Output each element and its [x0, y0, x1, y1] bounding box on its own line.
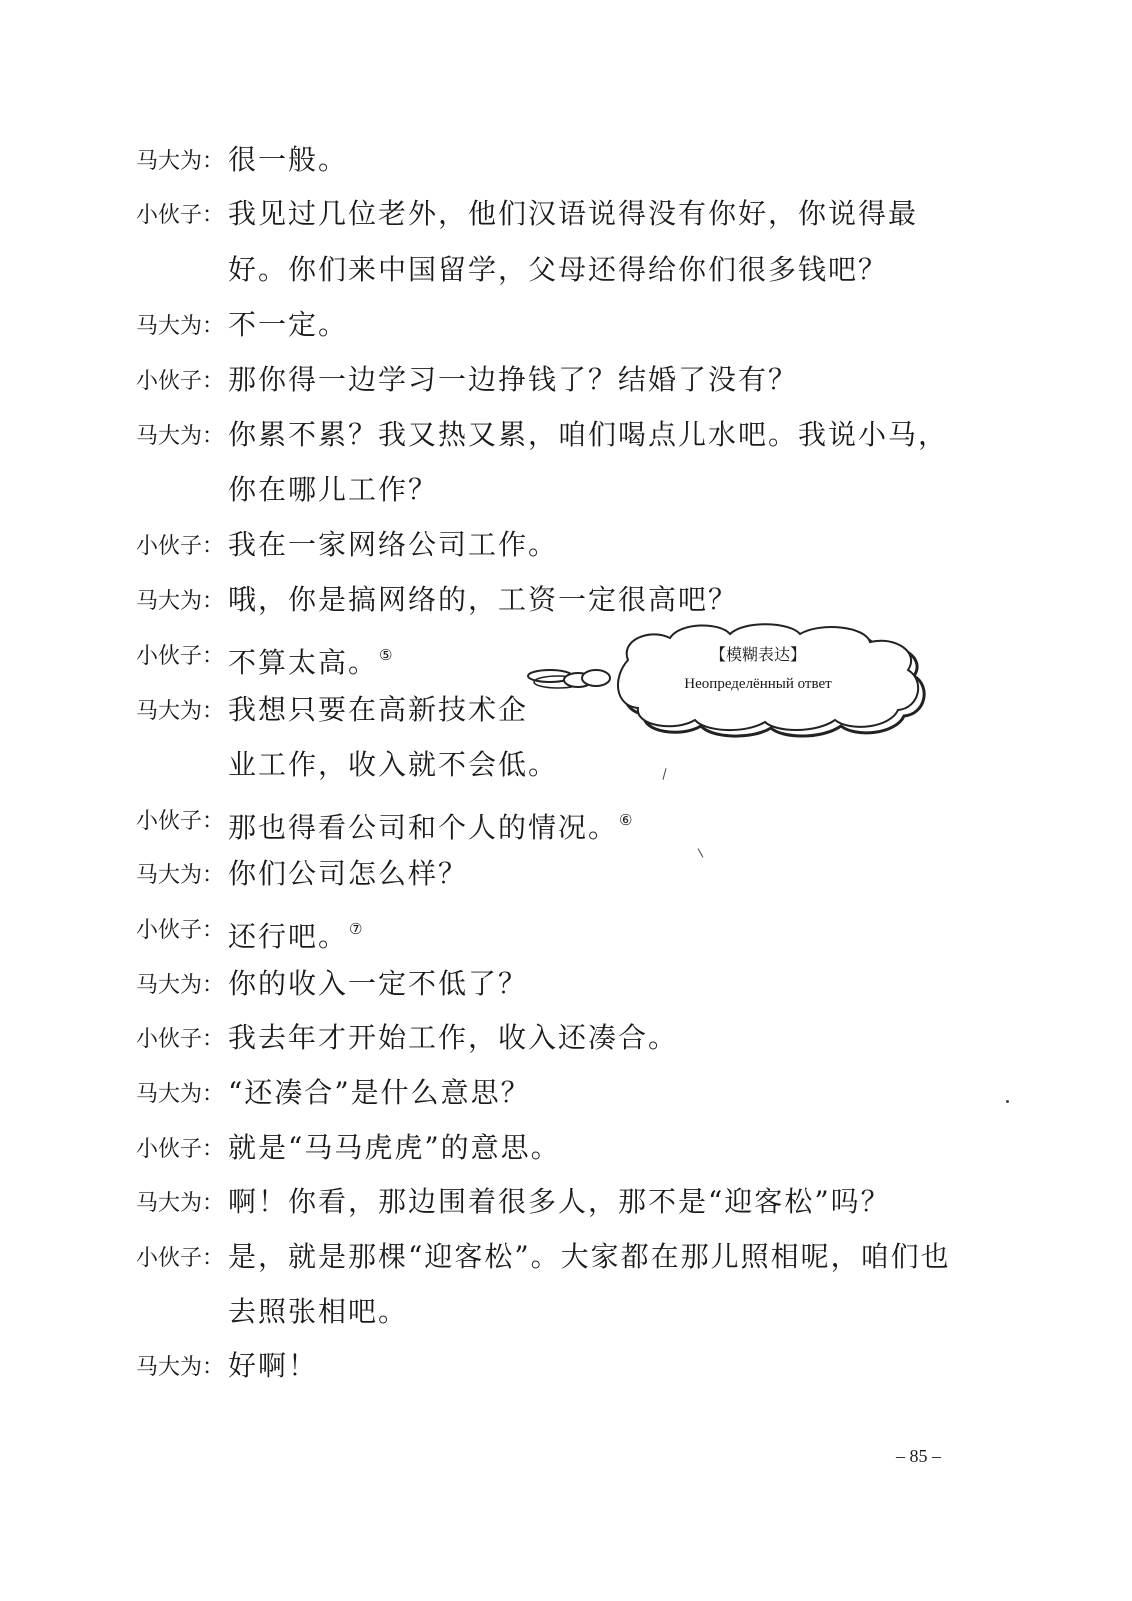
dialogue-text: 你累不累？我又热又累，咱们喝点儿水吧。我说小马， — [228, 418, 949, 451]
footnote-marker: ⑥ — [619, 811, 635, 829]
scan-speck — [662, 768, 666, 780]
speaker-label: 马大为： — [136, 863, 225, 888]
dialogue-text: “还凑合”是什么意思？ — [228, 1076, 531, 1109]
dialogue-text: 业工作，收入就不会低。 — [228, 748, 559, 781]
speaker-label: 马大为： — [136, 1082, 225, 1107]
speaker-label: 马大为： — [136, 149, 225, 174]
dialogue-text: 就是“马马虎虎”的意思。 — [228, 1131, 561, 1164]
dialogue-text: 去照张相吧。 — [228, 1295, 409, 1328]
page-number: – 85 – — [896, 1446, 941, 1466]
dialogue-text — [228, 633, 394, 685]
callout-subtitle: Неопределённый ответ — [684, 676, 832, 692]
dialogue-text-body: 那也得看公司和个人的情况。 — [228, 811, 619, 844]
callout-title: 【模糊表达】 — [709, 645, 806, 664]
speaker-label: 小伙子： — [136, 1246, 225, 1271]
dialogue-text: 好啊！ — [228, 1349, 319, 1382]
dialogue-text: 不一定。 — [228, 308, 349, 341]
speaker-label: 小伙子： — [136, 644, 225, 669]
dialogue-text: 我见过几位老外，他们汉语说得没有你好，你说得最 — [228, 197, 919, 230]
scan-speck — [1006, 1100, 1009, 1103]
speaker-label: 马大为： — [136, 424, 225, 449]
dialogue-text: 我想只要在高新技术企 — [228, 693, 529, 726]
dialogue-text: 那你得一边学习一边挣钱了？结婚了没有？ — [228, 363, 799, 396]
speaker-label: 马大为： — [136, 314, 225, 339]
dialogue-text: 你在哪儿工作？ — [228, 473, 439, 506]
speaker-label: 马大为： — [136, 1355, 225, 1380]
dialogue-text: 很一般。 — [228, 143, 349, 176]
speaker-label: 小伙子： — [136, 534, 225, 559]
speaker-label: 小伙子： — [136, 918, 225, 943]
speaker-label: 马大为： — [136, 973, 225, 998]
cloud-bubble-medium — [582, 670, 610, 686]
dialogue-text: 啊！你看，那边围着很多人，那不是“迎客松”吗？ — [228, 1185, 891, 1218]
dialogue-text: 你的收入一定不低了？ — [228, 967, 529, 1000]
speaker-label: 小伙子： — [136, 1137, 225, 1162]
dialogue-text-body: 不算太高。 — [228, 646, 379, 679]
speaker-label: 小伙子： — [136, 1027, 225, 1052]
dialogue-text — [228, 907, 364, 959]
dialogue-text: 你们公司怎么样？ — [228, 857, 469, 890]
dialogue-text-body: 还行吧。 — [228, 920, 349, 953]
speaker-label: 小伙子： — [136, 203, 225, 228]
speaker-label: 小伙子： — [136, 369, 225, 394]
footnote-marker: ⑦ — [349, 920, 365, 938]
dialogue-text: 哦，你是搞网络的，工资一定很高吧？ — [228, 583, 739, 616]
speaker-label: 马大为： — [136, 1191, 225, 1216]
dialogue-text: 我在一家网络公司工作。 — [228, 528, 559, 561]
speaker-label: 马大为： — [136, 589, 225, 614]
dialogue-text: 是，就是那棵“迎客松”。大家都在那儿照相呢，咱们也 — [228, 1240, 951, 1273]
speaker-label: 马大为： — [136, 699, 225, 724]
dialogue-text — [228, 798, 634, 850]
dialogue-text: 好。你们来中国留学，父母还得给你们很多钱吧？ — [228, 253, 889, 286]
scan-speck — [698, 848, 704, 857]
footnote-marker: ⑤ — [379, 646, 395, 664]
dialogue-text: 我去年才开始工作，收入还凑合。 — [228, 1021, 679, 1054]
speaker-label: 小伙子： — [136, 809, 225, 834]
